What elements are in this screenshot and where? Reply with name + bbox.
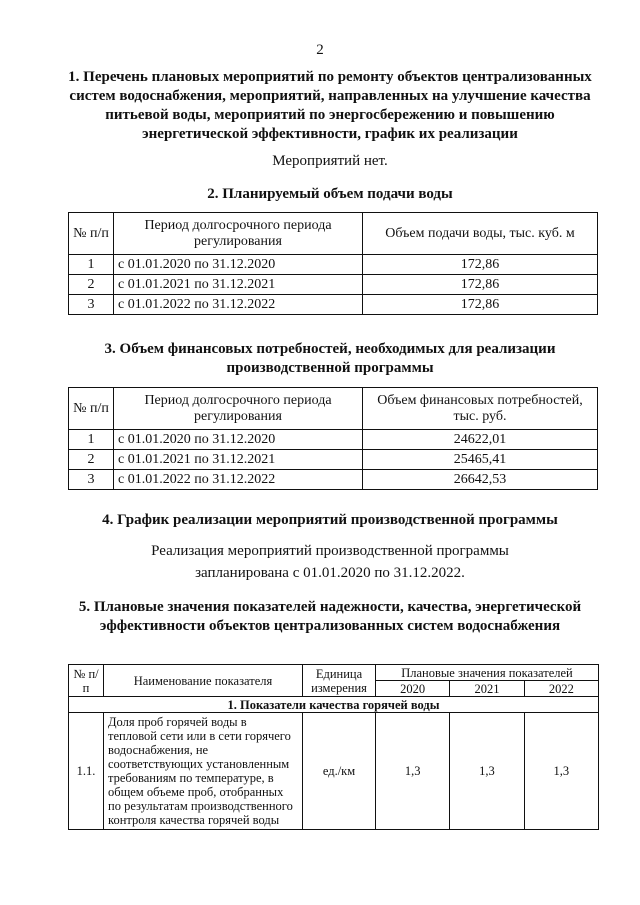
financial-needs-table — [68, 387, 598, 490]
page-number: 2 — [316, 42, 324, 58]
col-header-num: № п/п — [69, 388, 114, 430]
table-row — [69, 295, 598, 315]
col-header-value: Объем финансовых потребностей, тыс. руб. — [363, 388, 598, 430]
col-header-period: Период долгосрочного периода регулирования — [114, 213, 363, 255]
row-name: Доля проб горячей воды в тепловой сети или в сети горячего водоснабжения, не соответствующих установленным требованиям по температуре, в общем объеме проб, отобранных по результатам производственного контроля качества горячей воды — [104, 713, 303, 830]
col-header-num: № п/п — [69, 213, 114, 255]
row-value: 26642,53 — [363, 470, 598, 490]
table-header-row — [69, 213, 598, 255]
row-num: 3 — [69, 295, 114, 315]
col-header-num: № п/п — [69, 665, 104, 697]
col-header-value: Объем подачи воды, тыс. куб. м — [363, 213, 598, 255]
col-header-year: 2021 — [450, 681, 524, 697]
row-value: 172,86 — [363, 255, 598, 275]
table-row — [69, 470, 598, 490]
water-supply-table — [68, 212, 598, 315]
group-header: 1. Показатели качества горячей воды — [69, 697, 599, 713]
table-row — [69, 430, 598, 450]
table-row — [69, 255, 598, 275]
row-value: 172,86 — [363, 295, 598, 315]
section-5-title: 5. Плановые значения показателей надежности, качества, энергетической эффективности объектов централизованных систем водоснабжения — [78, 599, 582, 634]
section-1-title: 1. Перечень плановых мероприятий по ремонту объектов централизованных систем водоснабжения, мероприятий, направленных на улучшение качества питьевой воды, мероприятий по энергосбережению и повышению энергетической эффективности, график их реализации — [68, 69, 592, 142]
table-row — [69, 713, 599, 830]
row-num: 1 — [69, 430, 114, 450]
row-period: с 01.01.2021 по 31.12.2021 — [114, 450, 363, 470]
row-value: 25465,41 — [363, 450, 598, 470]
row-value-2022: 1,3 — [524, 713, 598, 830]
row-num: 1.1. — [69, 713, 104, 830]
section-4-title: 4. График реализации мероприятий производственной программы — [102, 512, 558, 528]
table-header-row — [69, 388, 598, 430]
row-value: 172,86 — [363, 275, 598, 295]
row-period: с 01.01.2021 по 31.12.2021 — [114, 275, 363, 295]
row-value: 24622,01 — [363, 430, 598, 450]
row-period: с 01.01.2020 по 31.12.2020 — [114, 430, 363, 450]
table-row — [69, 450, 598, 470]
row-period: с 01.01.2022 по 31.12.2022 — [114, 295, 363, 315]
section-3-title: 3. Объем финансовых потребностей, необходимых для реализации производственной программы — [104, 341, 556, 376]
col-header-year: 2020 — [376, 681, 450, 697]
col-header-plan: Плановые значения показателей — [376, 665, 599, 681]
row-period: с 01.01.2020 по 31.12.2020 — [114, 255, 363, 275]
row-value-2021: 1,3 — [450, 713, 524, 830]
indicators-table — [68, 664, 599, 830]
col-header-unit: Единица измерения — [303, 665, 376, 697]
section-4-text: Реализация мероприятий производственной программы запланирована с 01.01.2020 по 31.12.2022. — [151, 543, 509, 581]
section-1-text: Мероприятий нет. — [272, 153, 388, 169]
row-value-2020: 1,3 — [376, 713, 450, 830]
row-num: 3 — [69, 470, 114, 490]
row-unit: ед./км — [303, 713, 376, 830]
col-header-name: Наименование показателя — [104, 665, 303, 697]
section-2-title: 2. Планируемый объем подачи воды — [207, 186, 453, 202]
col-header-year: 2022 — [524, 681, 598, 697]
row-num: 2 — [69, 450, 114, 470]
row-num: 1 — [69, 255, 114, 275]
col-header-period: Период долгосрочного периода регулирования — [114, 388, 363, 430]
table-row — [69, 275, 598, 295]
row-period: с 01.01.2022 по 31.12.2022 — [114, 470, 363, 490]
row-num: 2 — [69, 275, 114, 295]
